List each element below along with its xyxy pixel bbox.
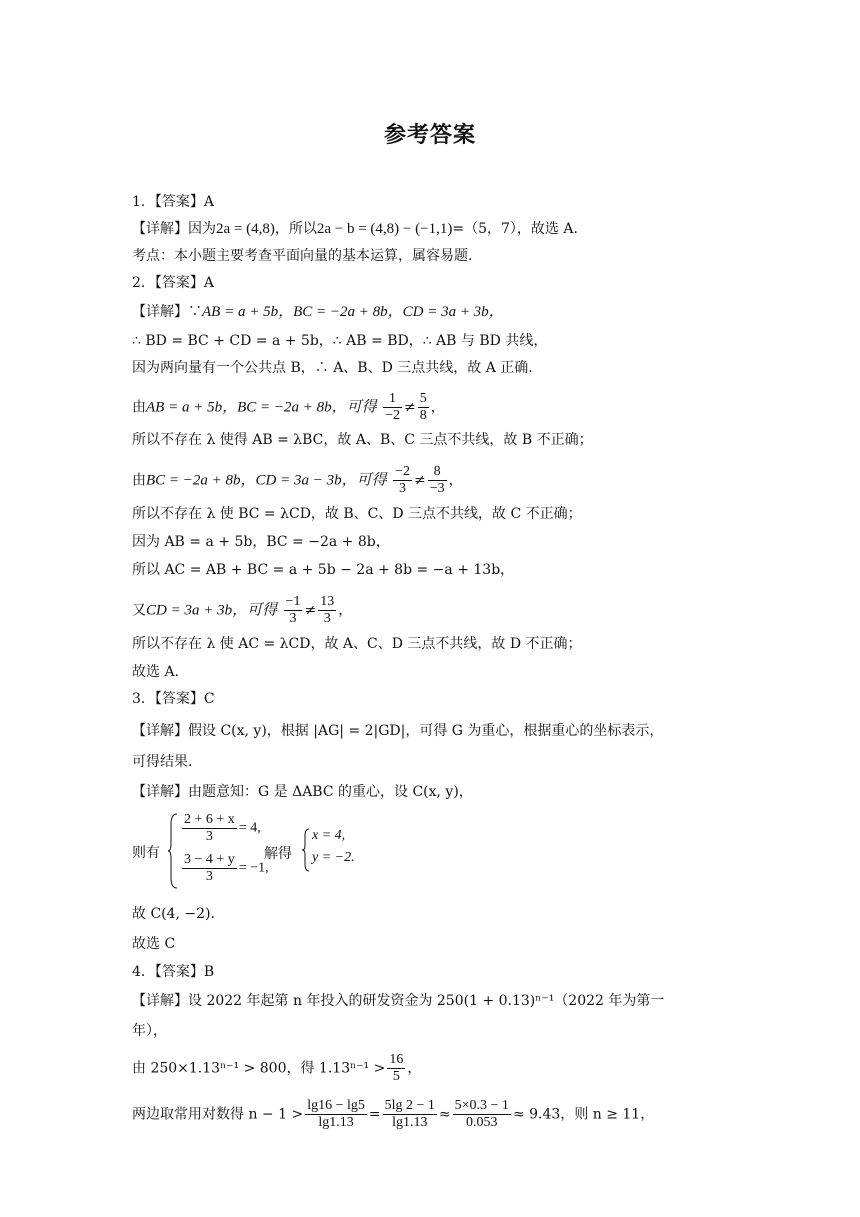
q2-line8: 因为 AB = a + 5b，BC = −2a + 8b， xyxy=(132,534,390,550)
equation-2: $\frac{3 - 4 + y}{3}$ = −1, xyxy=(184,852,269,884)
fraction: $\frac{13}{3}$ xyxy=(320,594,335,626)
page-title: 参考答案 xyxy=(383,123,476,148)
fraction: $\frac{\lg 16 - \lg 5}{\lg 1.13}$ xyxy=(307,1098,365,1130)
equation-system xyxy=(168,812,368,890)
fraction: $\frac{5\lg 2 - 1}{\lg 1.13}$ xyxy=(384,1098,435,1130)
q4-line2: 年）， xyxy=(132,1023,167,1039)
q3-answer: 3．【答案】C xyxy=(132,691,215,707)
q1-note: 考点：本小题主要考查平面向量的基本运算，属容易题. xyxy=(132,248,473,264)
q3-hint2: 可得结果. xyxy=(132,754,193,770)
q2-line7: 所以不存在 λ 使 BC = λCD，故 B、C、D 三点不共线，故 C 不正确； xyxy=(132,506,582,522)
q2-line5: 所以不存在 λ 使得 AB = λBC，故 A、B、C 三点不共线，故 B 不正确； xyxy=(132,432,593,448)
q4-line4: 两边取常用对数得 n − 1 > $\frac{\lg 16 - \lg 5}{\lg 1.13}$ = $\frac{5\lg 2 - 1}{\lg 1.13}$ ≈ $\frac{5\times 0.3 - 1}{0.053}$ ≈ 9.43，则 n ≥ 11， xyxy=(132,1098,655,1130)
q4-line1: 【详解】设 2022 年起第 n 年投入的研发资金为 250(1 + 0.13)ⁿ⁻¹（2022 年为第一 xyxy=(132,993,665,1009)
q2-line12: 故选 A. xyxy=(132,664,180,680)
q3-system-prefix: 则有 xyxy=(132,845,160,861)
left-brace xyxy=(168,812,178,890)
q2-line3: 因为两向量有一个公共点 B，∴ A、B、D 三点共线，故 A 正确. xyxy=(132,360,533,376)
q2-line9: 所以 AC = AB + BC = a + 5b − 2a + 8b = −a + 13b， xyxy=(132,562,515,578)
solution-1: x = 4, xyxy=(312,828,346,843)
q3-detail1: 【详解】由题意知：G 是 ΔABC 的重心，设 C(x, y)， xyxy=(132,784,473,800)
fraction: $\frac{16}{5}$ xyxy=(389,1052,404,1084)
q2-answer: 2．【答案】A xyxy=(132,275,215,291)
q2-line4: 由AB = a + 5b，BC = −2a + 8b，可得 $\frac{1}{-2}$ ≠ $\frac{5}{8}$ ， xyxy=(132,391,445,423)
fraction: $\frac{-1}{3}$ xyxy=(285,594,301,626)
fraction: $\frac{1}{-2}$ xyxy=(385,391,400,423)
q1-answer: 1．【答案】A xyxy=(132,194,215,210)
q1-detail: 【详解】因为2a = (4,8)，所以2a − b = (4,8) − (−1,1)=（5，7），故选 A. xyxy=(132,221,578,237)
right-brace xyxy=(302,828,310,872)
q4-line3: 由 250×1.13ⁿ⁻¹ > 800，得 1.13ⁿ⁻¹ > $\frac{16}{5}$ ， xyxy=(132,1052,422,1084)
q3-result: 故 C(4, −2). xyxy=(132,906,215,922)
q2-line10: 又CD = 3a + 3b，可得 $\frac{-1}{3}$ ≠ $\frac{13}{3}$ ， xyxy=(132,594,353,626)
q2-line11: 所以不存在 λ 使 AC = λCD，故 A、C、D 三点不共线，故 D 不正确； xyxy=(132,636,582,652)
fraction: $\frac{5\times 0.3 - 1}{0.053}$ xyxy=(454,1098,509,1130)
solve-label: 解得 xyxy=(264,846,292,862)
q3-hint1: 【详解】假设 C(x, y)，根据 |AG| = 2|GD|，可得 G 为重心，根据重心的坐标表示， xyxy=(132,723,664,739)
fraction: $\frac{8}{-3}$ xyxy=(429,464,445,496)
solution-2: y = −2. xyxy=(312,850,355,865)
q2-line2: ∴ BD = BC + CD = a + 5b，∴ AB = BD，∴ AB 与 BD 共线， xyxy=(132,333,548,349)
q2-line1: 【详解】∵AB = a + 5b，BC = −2a + 8b，CD = 3a + 3b， xyxy=(132,304,504,320)
fraction: $\frac{-2}{3}$ xyxy=(395,464,410,496)
equation-1: $\frac{2 + 6 + x}{3}$ = 4, xyxy=(184,812,261,844)
q3-choose: 故选 C xyxy=(132,936,176,952)
fraction: $\frac{3 - 4 + y}{3}$ xyxy=(184,852,235,884)
q2-line6: 由BC = −2a + 8b，CD = 3a − 3b，可得 $\frac{-2}{3}$ ≠ $\frac{8}{-3}$ ， xyxy=(132,464,463,496)
fraction: $\frac{5}{8}$ xyxy=(419,391,427,423)
fraction: $\frac{2 + 6 + x}{3}$ xyxy=(184,812,235,844)
q4-answer: 4．【答案】B xyxy=(132,964,215,980)
